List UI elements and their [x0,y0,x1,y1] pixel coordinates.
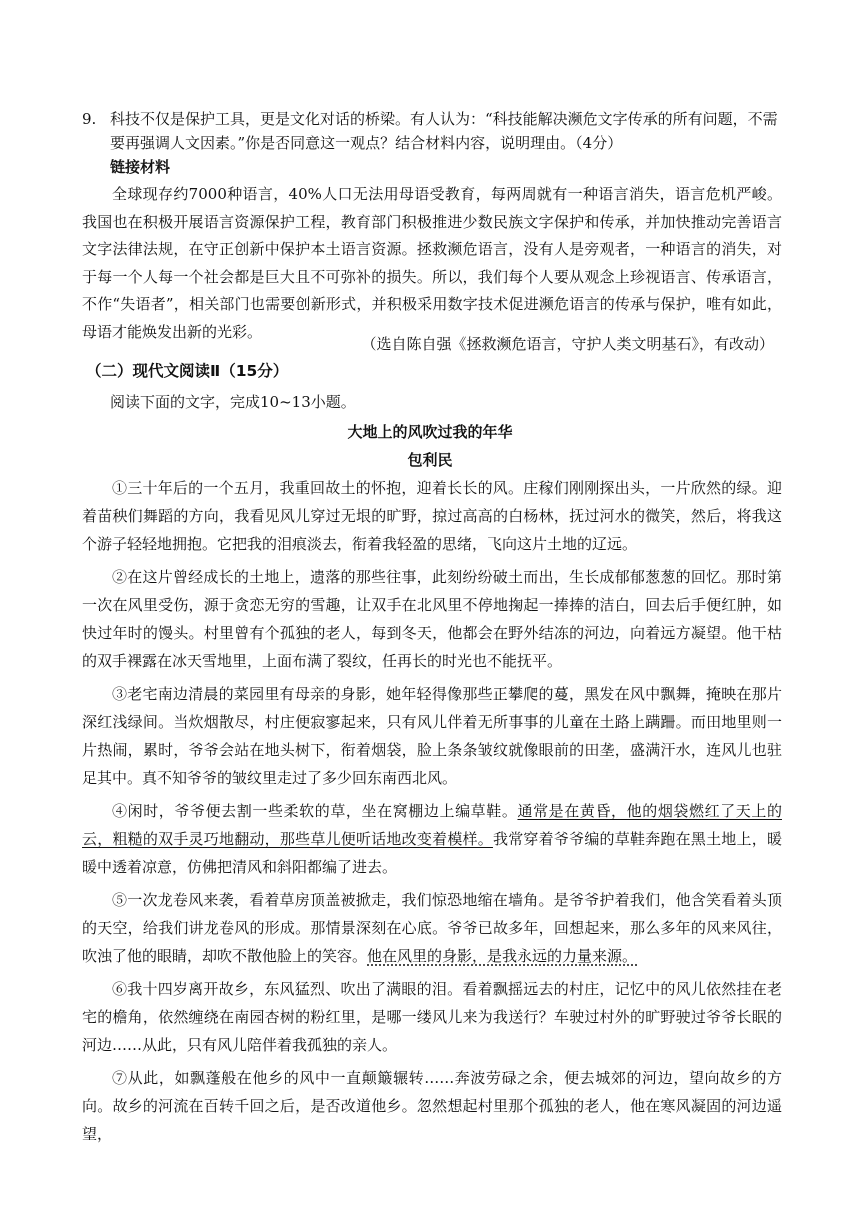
paragraph-4-tail: 我常穿着爷爷编的草鞋奔跑在黑土地上，暖暖中透着凉意，仿佛把清风和斜阳都编了进去。 [82,830,782,876]
paragraph-7: ⑦从此，如飘蓬般在他乡的风中一直颠簸辗转……奔波劳碌之余，便去城郊的河边，望向故乡的方向。故乡的河流在百转千回之后，是否改道他乡。忽然想起村里那个孤独的老人，他在寒风凝固的河边遥望， [82,1069,782,1143]
question-text: 科技不仅是保护工具，更是文化对话的桥梁。有人认为：“科技能解决濒危文字传承的所有问题，不需要再强调人文因素。”你是否同意这一观点？结合材料内容，说明理由。（4分） [110,110,778,152]
article-title: 大地上的风吹过我的年华 [347,423,513,441]
link-material-title: 链接材料 [110,158,171,176]
paragraph-2: ②在这片曾经成长的土地上，遗落的那些往事，此刻纷纷破土而出，生长成郁郁葱葱的回忆。那时第一次在风里受伤，源于贪恋无穷的雪趣，让双手在北风里不停地掬起一捧捧的洁白，回去后手便红肿，如快过年时的馒头。村里曾有个孤独的老人，每到冬天，他都会在野外结冻的河边，向着远方凝望。他干枯的双手裸露在冰天雪地里，上面布满了裂纹，任再长的时光也不能抚平。 [82,568,782,670]
paragraph-5 [82,886,782,970]
paragraph-4 [82,797,782,881]
question-number: 9. [82,110,97,128]
underlined-sentence: 通常是在黄昏，他的烟袋燃红了天上的云，粗糙的双手灵巧地翻动，那些草儿便听话地改变着模样。 [82,802,782,848]
section-heading: （二）现代文阅读Ⅱ（15分） [86,362,289,380]
link-material-body [82,181,782,346]
paragraph-5-lead: ⑤一次龙卷风来袭，看着草房顶盖被掀走，我们惊恐地缩在墙角。是爷爷护着我们，他含笑看着头顶的天空，给我们讲龙卷风的形成。那情景深刻在心底。爷爷已故多年，回想起来，那么多年的风来风往，吹浊了他的眼睛，却吹不散他脸上的笑容。 [82,891,782,965]
paragraph-4-lead: ④闲时，爷爷便去割一些柔软的草，坐在窝棚边上编草鞋。 [112,802,518,820]
link-material-text: 全球现存约7000种语言，40%人口无法用母语受教育，每两周就有一种语言消失，语言危机严峻。我国也在积极开展语言资源保护工程，教育部门积极推进少数民族文字保护和传承，并加快推动完善语言文字法律法规，在守正创新中保护本土语言资源。拯救濒危语言，没有人是旁观者，一种语言的消失，对于每一个人每一个社会都是巨大且不可弥补的损失。所以，我们每个人要从观念上珍视语言、传承语言，不作“失语者”，相关部门也需要创新形式，并积极采用数字技术促进濒危语言的传承与保护，唯有如此，母语才能焕发出新的光彩。 [82,185,782,341]
section-instruction: 阅读下面的文字，完成10~13小题。 [110,393,356,411]
article-author: 包利民 [407,451,453,469]
question-9 [82,107,782,155]
paragraph-3: ③老宅南边清晨的菜园里有母亲的身影，她年轻得像那些正攀爬的蔓，黑发在风中飘舞，掩映在那片深红浅绿间。当炊烟散尽，村庄便寂寥起来，只有风儿伴着无所事事的儿童在土路上蹒跚。而田地里则一片热闹，累时，爷爷会站在地头树下，衔着烟袋，脸上条条皱纹就像眼前的田垄，盛满汗水，连风儿也驻足其中。真不知爷爷的皱纹里走过了多少回东南西北风。 [82,685,782,787]
dotted-sentence: 他在风里的身影，是我永远的力量来源。 [367,947,638,965]
article-body [82,474,782,1153]
paragraph-1: ①三十年后的一个五月，我重回故土的怀抱，迎着长长的风。庄稼们刚刚探出头，一片欣然的绿。迎着苗秧们舞蹈的方向，我看见风儿穿过无垠的旷野，掠过高高的白杨林，抚过河水的微笑，然后，将我这个游子轻轻地拥抱。它把我的泪痕淡去，衔着我轻盈的思绪，飞向这片土地的辽远。 [82,479,782,553]
paragraph-6: ⑥我十四岁离开故乡，东风猛烈、吹出了满眼的泪。看着飘摇远去的村庄，记忆中的风儿依然挂在老宅的檐角，依然缠绕在南园杏树的粉红里，是哪一缕风儿来为我送行？车驶过村外的旷野驶过爷爷长眠的河边……从此，只有风儿陪伴着我孤独的亲人。 [82,980,782,1054]
material-source: （选自陈自强《拯救濒危语言，守护人类文明基石》，有改动） [361,335,774,353]
